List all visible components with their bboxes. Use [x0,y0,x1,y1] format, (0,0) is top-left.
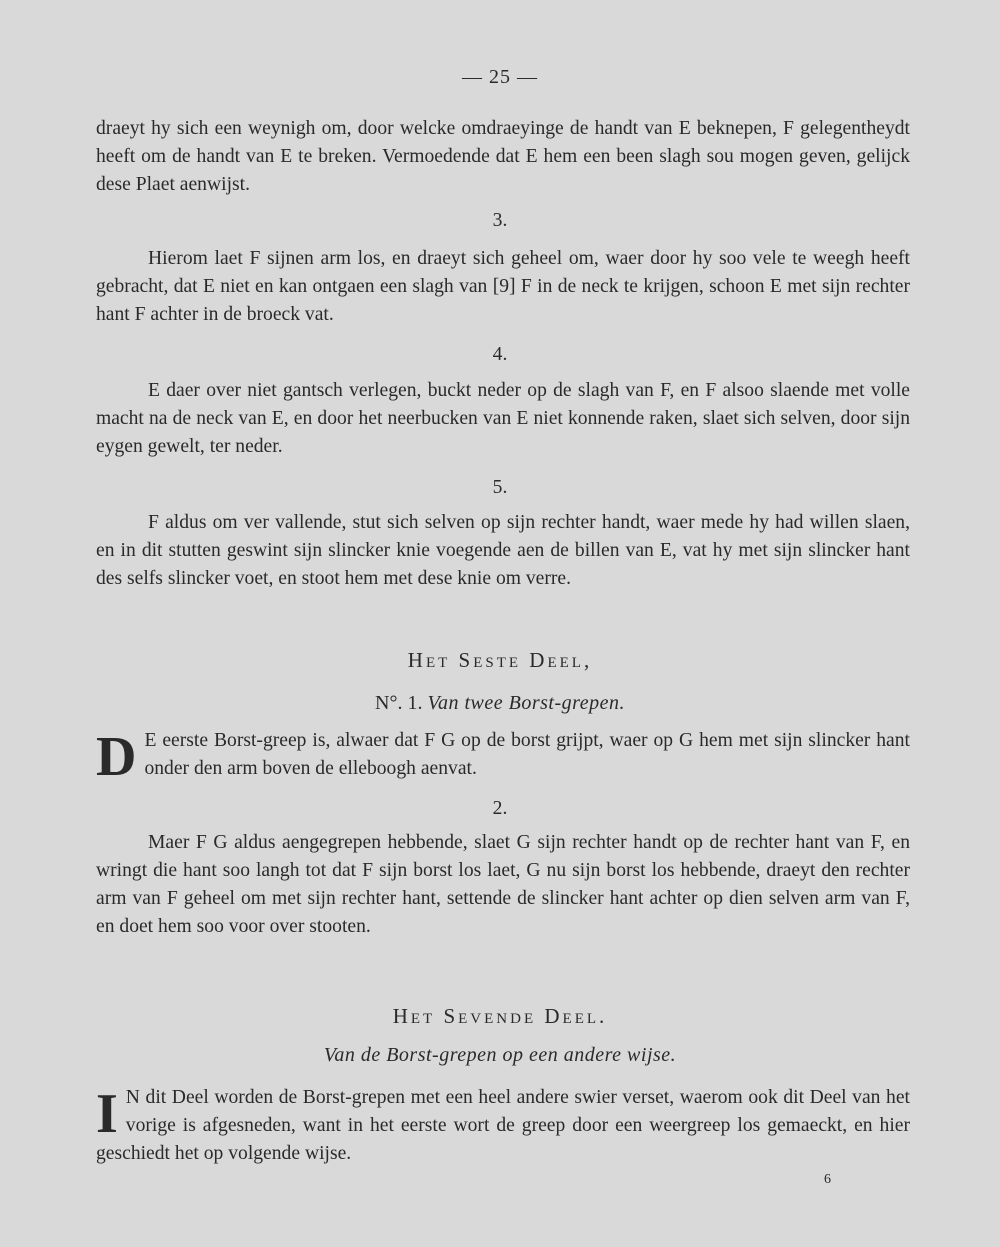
subheading-6 [0,692,1000,715]
paragraph-7 [96,1084,910,1168]
drop-cap: D [96,726,137,788]
part-heading-6: Het Seste Deel, [407,648,593,672]
section-number-5: 5. [492,477,508,498]
item-title: Van twee Borst-grepen. [427,692,625,714]
item-title: Van de Borst-grepen op een andere wijse. [323,1044,677,1066]
paragraph-text [96,1084,910,1168]
item-number: N°. 1. [375,692,423,714]
section-number-2: 2. [492,798,508,819]
paragraph-text: E daer over niet gantsch verlegen, buckt neder op de slagh van F, en F alsoo slaende met volle macht na de neck van E, en door het neerbucken van E niet konnende raken, slaet sich selven, door sijn eygen gewelt, ter neder. [96,380,910,457]
paragraph-text [96,726,910,788]
section-number-4: 4. [492,344,508,365]
part-heading-7: Het Sevende Deel. [392,1004,608,1028]
paragraph-body: N dit Deel worden de Borst-grepen met een heel andere swier verset, waerom ook dit Deel van het vorige is afgesneden, want in het eerste wort de greep door een weergreep los gemaeckt, en hier geschiedt het op volgende wijse. [96,1087,910,1164]
paragraph-continuation [96,115,910,199]
subheading-7 [0,1044,1000,1067]
paragraph-body: E eerste Borst-greep is, alwaer dat F G op de borst grijpt, waer op G hem met sijn slincker hant onder den arm boven de elleboogh aenvat. [144,730,910,779]
paragraph-text: draeyt hy sich een weynigh om, door welcke omdraeyinge de handt van E beknepen, F gelegentheydt heeft om de handt van E te breken. Vermoedende dat E hem een been slagh sou mogen geven, gelijck dese Plaet aenwijst. [96,118,910,195]
paragraph-4 [96,377,910,461]
paragraph-6-1 [96,726,910,788]
paragraph-6-2 [96,829,910,941]
page-number: — 25 — [462,66,538,88]
paragraph-3 [96,245,910,329]
drop-cap: I [96,1083,118,1145]
section-number-3: 3. [492,210,508,231]
paragraph-text: Hierom laet F sijnen arm los, en draeyt sich geheel om, waer door hy soo vele te weegh heeft gebracht, dat E niet en kan ontgaen een slagh van [9] F in de neck te krijgen, schoon E met sijn rechter hant F achter in de broeck vat. [96,248,910,325]
paragraph-text: F aldus om ver vallende, stut sich selven op sijn rechter handt, waer mede hy had willen slaen, en in dit stutten geswint sijn slincker knie voegende aen de billen van E, vat hy met sijn slincker hant des selfs slincker voet, en stoot hem met dese knie om verre. [96,512,910,589]
signature-mark: 6 [824,1172,831,1187]
paragraph-5 [96,509,910,593]
paragraph-text: Maer F G aldus aengegrepen hebbende, slaet G sijn rechter handt op de rechter hant van F, en wringt die hant soo langh tot dat F sijn borst los laet, G nu sijn borst los hebbende, draeyt den rechter arm van F geheel om met sijn rechter hant, settende de slincker hant achter op dien selven arm van F, en doet hem soo voor over stooten. [96,832,910,937]
